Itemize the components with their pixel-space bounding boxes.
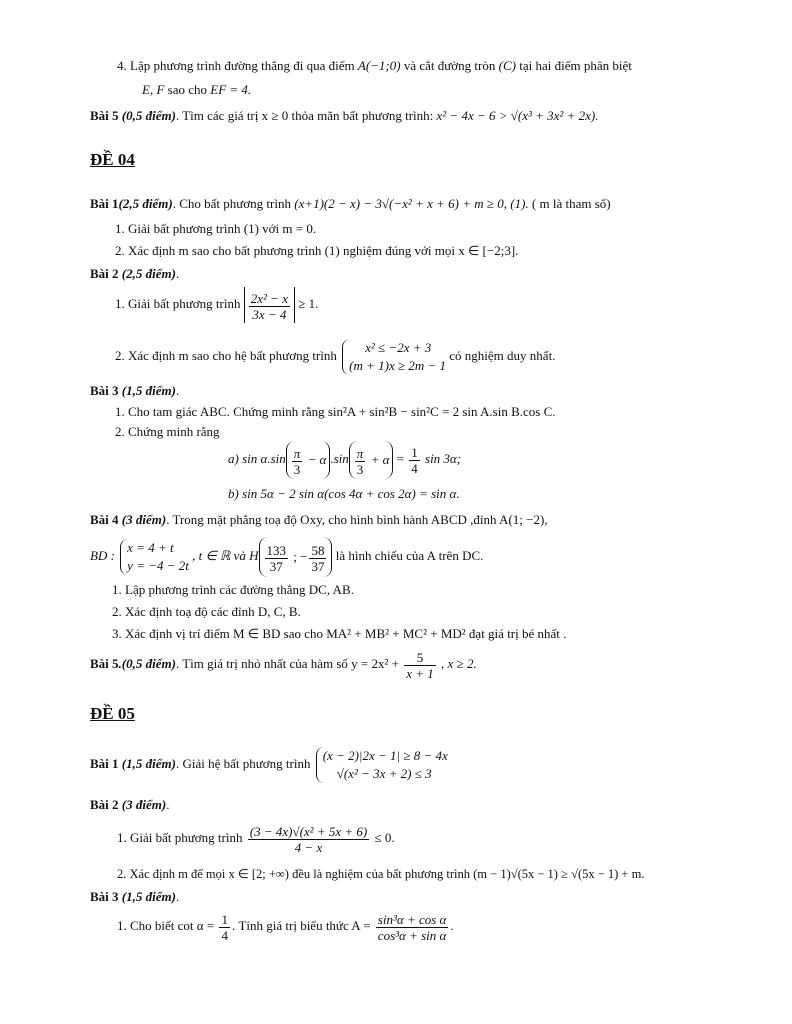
fraction <box>265 543 289 574</box>
bai-label: Bài 3 <box>90 383 119 398</box>
text: ≤ 0. <box>371 830 395 845</box>
points: (3 điểm) <box>118 512 167 527</box>
system-brace <box>342 339 446 375</box>
text: . <box>175 383 180 398</box>
system-brace <box>120 539 189 575</box>
d5-bai2-line <box>90 797 169 813</box>
fraction <box>309 543 326 574</box>
math: BD : <box>90 548 119 563</box>
item-4-line <box>117 58 632 74</box>
math: EF = 4. <box>210 82 252 97</box>
d5-bai1-line <box>90 744 448 784</box>
paren <box>286 441 331 479</box>
d4-bai1-item1: 1. Giải bất phương trình (1) với m = 0. <box>115 221 317 236</box>
fraction <box>249 291 290 322</box>
system-brace <box>316 747 448 783</box>
d4-bai3-item2: 2. Chứng minh rằng <box>115 424 220 439</box>
bai-label: Bài 4 <box>90 512 119 527</box>
text: . Tìm giá trị nhỏ nhất của hàm số y = 2x² + <box>175 656 403 671</box>
math: x² − 4x − 6 > √(x³ + 3x² + 2x). <box>436 108 599 123</box>
bai-label: Bài 2 <box>90 266 119 281</box>
text: . <box>166 797 170 812</box>
d4-bai2-item1 <box>115 286 318 323</box>
text: 1. Cho biết cot α = <box>117 918 218 933</box>
fraction <box>355 446 366 477</box>
points: (2,5 điểm) <box>118 266 176 281</box>
bai5-line <box>90 108 598 124</box>
item-4-line-2 <box>142 82 251 98</box>
denominator: 3 <box>356 461 364 477</box>
bai-label: Bài 5 <box>90 656 119 671</box>
math: , t ∈ ℝ và H <box>188 548 259 563</box>
numerator: 5 <box>404 650 436 666</box>
text: . <box>175 889 180 904</box>
fraction <box>404 650 436 681</box>
text: và cắt đường tròn <box>400 58 499 73</box>
math: E, F <box>142 82 165 97</box>
d4-bai5-line <box>90 644 477 684</box>
d4-bai1-item2: 2. Xác định m sao cho bất phương trình (1) nghiệm đúng với mọi x ∈ [−2;3]. <box>115 243 519 258</box>
numerator: sin³α + cos α <box>377 911 447 927</box>
numerator: π <box>356 445 364 461</box>
abs-value <box>244 287 295 323</box>
d4-bai3-part-b: b) sin 5α − 2 sin α(cos 4α + cos 2α) = sin α. <box>228 486 460 501</box>
system-row: (x − 2)|2x − 1| ≥ 8 − 4x <box>322 748 448 764</box>
d5-bai2-item2: 2. Xác định m để mọi x ∈ [2; +∞) đều là nghiệm của bất phương trình (m − 1)√(5x − 1) ≥ √(5x − 1) + m. <box>117 867 645 881</box>
system-row: y = −4 − 2t <box>127 558 189 574</box>
numerator: 2x² − x <box>250 290 288 306</box>
text: là hình chiếu của A trên DC. <box>332 548 484 563</box>
points: (1,5 điểm) <box>118 383 176 398</box>
text: . <box>450 918 454 933</box>
system-row: (m + 1)x ≥ 2m − 1 <box>349 358 447 374</box>
text: = <box>393 451 408 466</box>
math: .sin <box>330 451 349 466</box>
text: . Giải hệ bất phương trình <box>175 756 314 771</box>
d4-bai1-line <box>90 196 611 212</box>
denominator: 4 <box>221 927 228 943</box>
section-heading-de05: ĐỀ 05 <box>90 704 135 723</box>
text: 2. Xác định m sao cho hệ bất phương trình <box>115 348 341 363</box>
d4-bai3-line <box>90 383 179 399</box>
numerator: (3 − 4x)√(x² + 5x + 6) <box>249 823 368 839</box>
system-row: x² ≤ −2x + 3 <box>365 340 432 356</box>
text: tại hai điểm phân biệt <box>515 58 632 73</box>
points: .(0,5 điểm) <box>118 656 176 671</box>
text: . Cho bất phương trình <box>172 196 295 211</box>
d5-bai3-item1 <box>117 906 454 946</box>
text: có nghiệm duy nhất. <box>446 348 556 363</box>
text: sao cho <box>164 82 211 97</box>
bai-label: Bài 1 <box>90 196 119 211</box>
paren <box>259 537 333 577</box>
d5-bai3-line <box>90 889 179 905</box>
bai-label: Bài 2 <box>90 797 119 812</box>
d5-bai2-item1 <box>117 818 395 858</box>
bai-label: Bài 1 <box>90 756 119 771</box>
fraction <box>376 912 449 943</box>
text: ≥ 1. <box>294 296 319 311</box>
text: . <box>175 266 180 281</box>
fraction <box>248 824 369 855</box>
points: (0,5 điểm) <box>118 108 176 123</box>
points: (1,5 điểm) <box>118 889 176 904</box>
denominator: 37 <box>311 558 325 574</box>
text: 1. Giải bất phương trình <box>115 296 244 311</box>
text: ( m là tham số) <box>528 196 611 211</box>
d4-bai4-item3: 3. Xác định vị trí điểm M ∈ BD sao cho MA² + MB² + MC² + MD² đạt giá trị bé nhất . <box>112 626 567 641</box>
d4-bai3-part-a <box>228 440 461 479</box>
numerator: 58 <box>311 542 325 558</box>
numerator: 1 <box>411 444 418 460</box>
math: (C) <box>498 58 516 73</box>
points: (2,5 điểm) <box>118 196 173 211</box>
math: a) sin α.sin <box>228 451 286 466</box>
denominator: 3 <box>293 461 301 477</box>
system-row: x = 4 + t <box>127 540 174 556</box>
paren <box>349 441 394 479</box>
numerator: 1 <box>221 911 228 927</box>
math: + α <box>367 452 390 468</box>
text: 1. Giải bất phương trình <box>117 830 246 845</box>
system-row: √(x² − 3x + 2) ≤ 3 <box>336 766 432 782</box>
d4-bai2-line <box>90 266 179 282</box>
math: , x ≥ 2. <box>437 656 477 671</box>
denominator: 4 <box>411 460 418 476</box>
d4-bai4-item1: 1. Lập phương trình các đường thẳng DC, AB. <box>112 582 354 597</box>
denominator: 37 <box>269 558 283 574</box>
math: (x+1)(2 − x) − 3√(−x² + x + 6) + m ≥ 0, (1). <box>294 196 529 211</box>
text: . Tính giá trị biểu thức A = <box>231 918 374 933</box>
d4-bai2-item2 <box>115 336 555 376</box>
text: . Trong mặt phẳng toạ độ Oxy, cho hình bình hành ABCD ,đỉnh A(1; −2), <box>166 512 548 527</box>
fraction <box>292 446 303 477</box>
text: . Tìm các giá trị x ≥ 0 thỏa mãn bất phương trình: <box>175 108 437 123</box>
d4-bai3-item1: 1. Cho tam giác ABC. Chứng minh rằng sin²A + sin²B − sin²C = 2 sin A.sin B.cos C. <box>115 404 556 419</box>
math: − α <box>304 452 327 468</box>
fraction <box>219 912 230 943</box>
text: 4. Lập phương trình đường thẳng đi qua điểm <box>117 58 358 73</box>
denominator: cos³α + sin α <box>377 927 447 943</box>
denominator: x + 1 <box>406 665 434 681</box>
fraction <box>409 445 420 476</box>
section-heading-de04: ĐỀ 04 <box>90 150 135 169</box>
bai-label: Bài 5 <box>90 108 119 123</box>
text: ; − <box>290 549 308 565</box>
points: (3 điểm) <box>118 797 167 812</box>
denominator: 4 − x <box>294 839 323 855</box>
numerator: 133 <box>266 542 287 558</box>
bai-label: Bài 3 <box>90 889 119 904</box>
d4-bai4-bd-line <box>90 536 483 577</box>
math: sin 3α; <box>421 451 462 466</box>
math: A(−1;0) <box>357 58 401 73</box>
d4-bai4-line <box>90 512 548 528</box>
denominator: 3x − 4 <box>252 306 287 322</box>
points: (1,5 điểm) <box>118 756 176 771</box>
numerator: π <box>293 445 301 461</box>
d4-bai4-item2: 2. Xác định toạ độ các đỉnh D, C, B. <box>112 604 301 619</box>
